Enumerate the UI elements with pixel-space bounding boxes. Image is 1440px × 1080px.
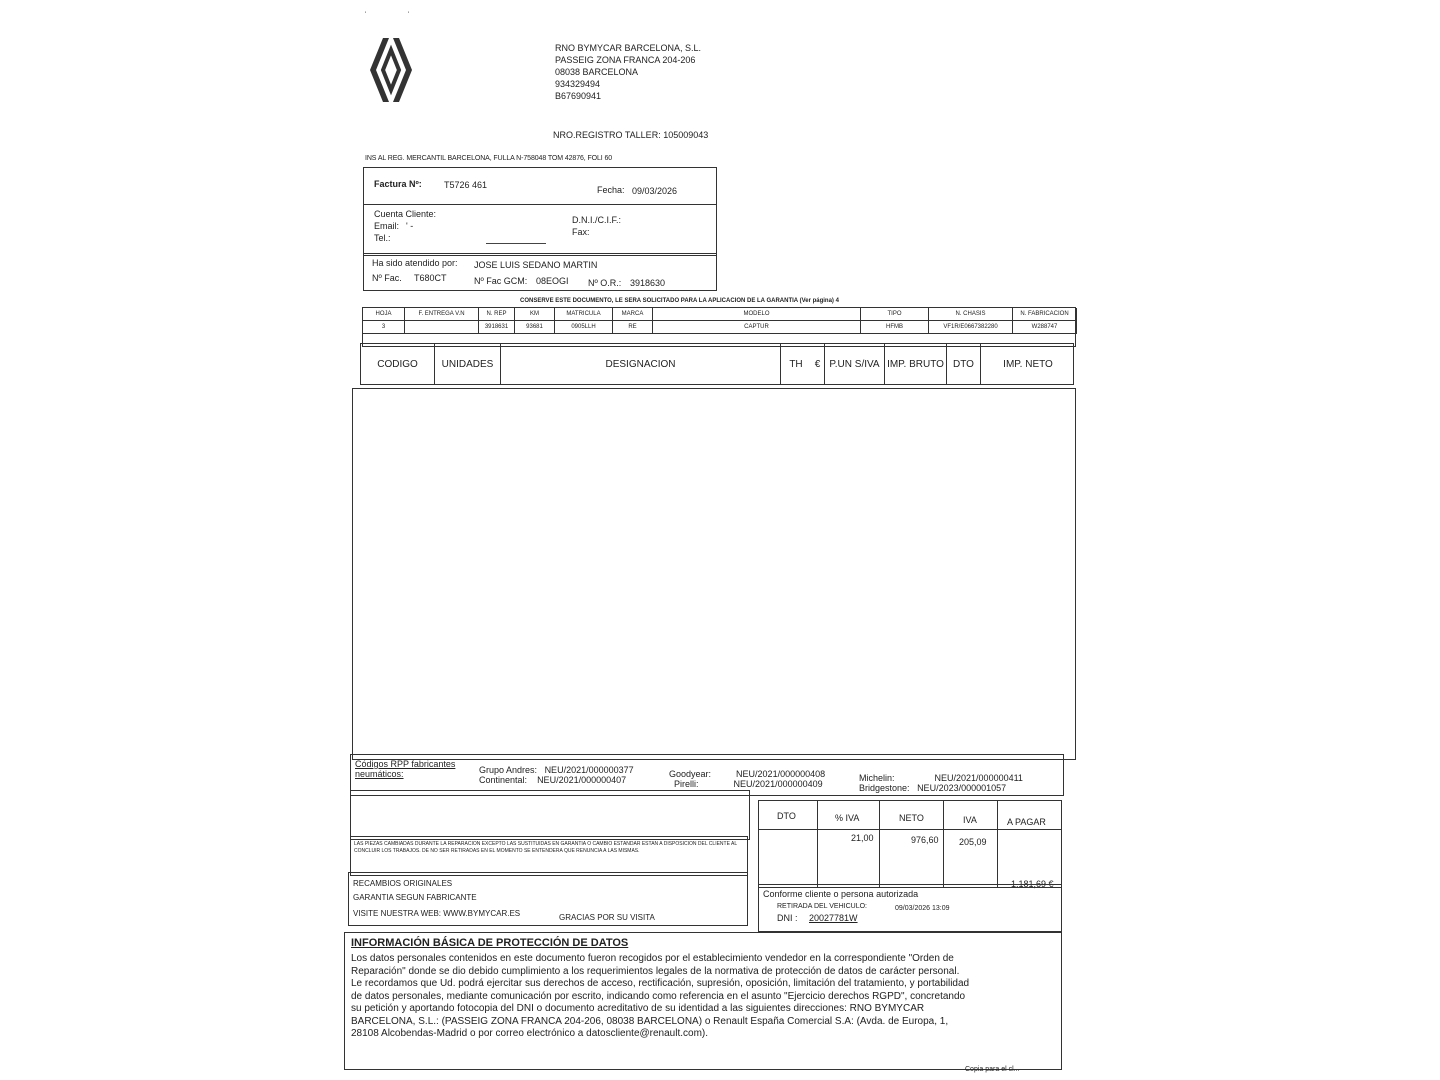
totals-a-pagar: 1.181,69 € — [1011, 879, 1054, 889]
vehicle-value-cell: 93681 — [515, 321, 555, 334]
lines-header-cell: € — [811, 344, 825, 384]
lines-header-cell: UNIDADES — [435, 344, 501, 384]
lines-header — [360, 343, 1074, 385]
privacy-line: 28108 Alcobendas-Madrid o por correo electrónico a datoscliente@renault.com). — [351, 1028, 709, 1039]
piezas-text: LAS PIEZAS CAMBIADAS DURANTE LA REPARACION EXCEPTO LAS SUSTITUIDAS EN GARANTIA O CAMBIO ESTANDAR ESTAN A DISPOSICION DEL CLIENTE AL CONCLUIR LOS TRABAJOS. DE NO SER RETIRADAS EN EL MOMENTO SE ENTENDERA QUE RENUNCIA A LAS MISMAS. — [354, 841, 737, 854]
company-city: 08038 BARCELONA — [555, 67, 639, 77]
rpp-brand: Continental: — [479, 775, 528, 785]
cuenta-cliente-label: Cuenta Cliente: — [374, 209, 437, 219]
gcm-value: 08EOGI — [536, 276, 569, 286]
rpp-col-3 — [859, 773, 1023, 793]
vehicle-table — [362, 307, 1076, 347]
scan-mark: ' — [365, 12, 367, 18]
rpp-brand: Pirelli: — [674, 779, 699, 789]
email-label: Email: — [374, 221, 400, 231]
client-box — [363, 204, 717, 256]
scan-mark: ' — [408, 12, 410, 18]
company-cif: B67690941 — [555, 91, 602, 101]
privacy-line: BARCELONA, S.L.: (PASSEIG ZONA FRANCA 204-206, 08038 BARCELONA) o Renault España Comercial S.A: (Avda. de Europa, 1, — [351, 1015, 949, 1027]
privacy-text — [351, 953, 1057, 1041]
rpp-code: NEU/2021/000000407 — [537, 775, 627, 785]
rpp-code: NEU/2021/000000408 — [736, 769, 826, 779]
recambios-line1: RECAMBIOS ORIGINALES — [353, 879, 453, 888]
company-address: PASSEIG ZONA FRANCA 204-206 — [555, 55, 696, 65]
attended-box — [363, 253, 717, 291]
vehicle-header-cell: MATRICULA — [555, 308, 613, 321]
totals-neto: 976,60 — [911, 835, 939, 845]
totals-table — [758, 800, 1062, 888]
recambios-web: VISITE NUESTRA WEB: WWW.BYMYCAR.ES — [353, 909, 521, 918]
vehicle-value-cell — [405, 321, 479, 334]
lines-header-cell: TH — [789, 358, 803, 370]
privacy-title: INFORMACIÓN BÁSICA DE PROTECCIÓN DE DATOS — [351, 937, 629, 949]
lines-header-cell: DESIGNACION — [501, 344, 781, 384]
rpp-code: NEU/2021/000000411 — [934, 773, 1023, 783]
or-label: Nº O.R.: — [588, 278, 622, 288]
vehicle-header-cell: MODELO — [653, 308, 861, 321]
nfac-label: Nº Fac. — [372, 273, 402, 283]
vehicle-header-cell: KM — [515, 308, 555, 321]
company-info — [555, 42, 701, 102]
rpp-label: Códigos RPP fabricantes neumáticos: — [355, 759, 456, 779]
lines-body — [352, 388, 1076, 760]
recambios-line2: GARANTIA SEGUN FABRICANTE — [353, 893, 477, 902]
fax-label: Fax: — [572, 227, 590, 237]
vehicle-value-cell: HFMB — [861, 321, 929, 334]
rpp-col-2 — [669, 769, 825, 789]
vehicle-value-cell: 3918631 — [479, 321, 515, 334]
inscripcion: INS AL REG. MERCANTIL BARCELONA, FULLA N-758048 TOM 42876, FOLI 60 — [365, 155, 613, 162]
invoice-date: 09/03/2026 — [632, 186, 678, 196]
vehicle-value-cell: W288747 — [1013, 321, 1077, 334]
nfac-value: T680CT — [414, 273, 447, 283]
totals-iva: 205,09 — [959, 837, 987, 847]
rpp-brand: Michelin: — [859, 773, 895, 783]
lines-header-cell: DTO — [947, 344, 981, 384]
lines-header-cell: P.UN S/IVA — [825, 344, 885, 384]
invoice-date-label: Fecha: — [597, 185, 625, 195]
totals-header-neto: NETO — [899, 813, 924, 823]
rpp-code: NEU/2023/000001057 — [917, 783, 1007, 793]
rpp-brand: Grupo Andres: — [479, 765, 538, 775]
vehicle-value-cell: RE — [613, 321, 653, 334]
footer-note: Copia para el cl... — [965, 1066, 1020, 1073]
or-value: 3918630 — [630, 278, 666, 288]
email-value: ' - — [406, 221, 414, 231]
divider — [486, 243, 546, 244]
recambios-thanks: GRACIAS POR SU VISITA — [559, 913, 655, 922]
invoice-box — [363, 167, 717, 205]
vehicle-value-cell: 3 — [363, 321, 405, 334]
conserve-text: CONSERVE ESTE DOCUMENTO, LE SERA SOLICITADO PARA LA APLICACION DE LA GARANTIA (Ver página) 4 — [520, 298, 839, 304]
vehicle-header-cell: MARCA — [613, 308, 653, 321]
vehicle-header-cell: N. CHASIS — [929, 308, 1013, 321]
totals-header-iva-pct: % IVA — [835, 813, 860, 823]
lines-header-cell: IMP. BRUTO — [885, 344, 947, 384]
vehicle-header-cell: N. REP — [479, 308, 515, 321]
vehicle-value-cell: VF1R/E0667382280 — [929, 321, 1013, 334]
totals-header-iva: IVA — [963, 815, 977, 825]
totals-iva-pct: 21,00 — [851, 833, 874, 843]
invoice-label: Factura Nº: — [374, 179, 422, 189]
gcm-label: Nº Fac GCM: — [474, 276, 528, 286]
totals-header-a-pagar: A PAGAR — [1007, 817, 1046, 827]
dni-value: 20027781W — [809, 913, 858, 923]
totals-header-dto: DTO — [777, 811, 796, 821]
attended-label: Ha sido atendido por: — [372, 258, 458, 268]
rpp-code: NEU/2021/000000377 — [544, 765, 634, 775]
vehicle-header-cell: HOJA — [363, 308, 405, 321]
retirada-value: 09/03/2026 13:09 — [895, 905, 950, 912]
rpp-brand: Goodyear: — [669, 769, 712, 779]
dni-label: D.N.I./C.I.F.: — [572, 215, 622, 225]
recambios-box — [348, 872, 748, 926]
privacy-line: Los datos personales contenidos en este documento fueron recogidos por el establecimiento vendedor en la correspondiente "Orden de — [351, 953, 954, 964]
vehicle-header-cell: F. ENTREGA V.N — [405, 308, 479, 321]
rpp-brand: Bridgestone: — [859, 783, 910, 793]
retirada-label: RETIRADA DEL VEHICULO: — [777, 903, 867, 910]
dni-label: DNI : — [777, 913, 798, 923]
renault-logo-icon — [366, 36, 416, 104]
privacy-line: Le recordamos que Ud. podrá ejercitar sus derechos de acceso, rectificación, supresión, oposición, limitación del tratamiento, y portabilidad — [351, 978, 970, 989]
vehicle-header-cell: TIPO — [861, 308, 929, 321]
lines-header-cell: IMP. NETO — [1003, 358, 1053, 370]
lines-header-cell: CODIGO — [361, 344, 435, 384]
vehicle-header-cell: N. FABRICACION — [1013, 308, 1077, 321]
vehicle-value-cell: CAPTUR — [653, 321, 861, 334]
notes-box — [350, 790, 750, 840]
privacy-line: Reparación" donde se dio debido cumplimiento a los requerimientos legales de la normativa de protección de datos de carácter personal. — [351, 965, 960, 977]
privacy-line: su petición y aportando fotocopia del DNI o documento acreditativo de su identidad a las siguientes direcciones: RNO BYMYCAR — [351, 1003, 925, 1014]
privacy-box — [344, 932, 1062, 1070]
company-name: RNO BYMYCAR BARCELONA, S.L. — [555, 43, 702, 53]
piezas-box — [350, 836, 748, 876]
invoice-number: T5726 461 — [444, 180, 488, 190]
rpp-code: NEU/2021/000000409 — [733, 779, 823, 789]
tel-label: Tel.: — [374, 233, 391, 243]
privacy-line: de datos personales, mediante comunicación por escrito, indicando como referencia en el asunto "Ejercicio derechos RGPD", concretando — [351, 990, 966, 1002]
vehicle-value-cell: 0905LLH — [555, 321, 613, 334]
rpp-col-1 — [479, 765, 634, 785]
conforme-title: Conforme cliente o persona autorizada — [763, 889, 919, 899]
attended-name: JOSE LUIS SEDANO MARTIN — [474, 260, 598, 270]
registro-taller: NRO.REGISTRO TALLER: 105009043 — [553, 130, 709, 140]
conforme-box — [758, 884, 1062, 932]
company-phone: 934329494 — [555, 79, 601, 89]
